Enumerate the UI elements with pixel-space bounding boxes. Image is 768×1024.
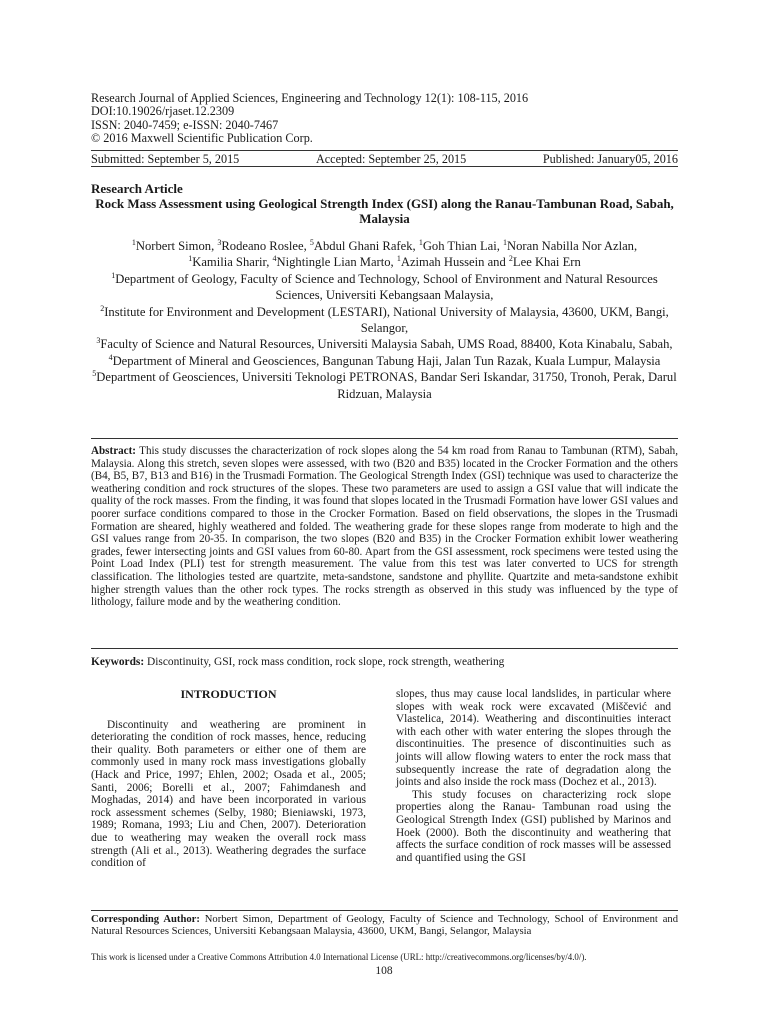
affiliation	[91, 271, 678, 304]
author-name: Goh Thian Lai,	[422, 239, 504, 253]
abstract-rule-top	[91, 438, 678, 439]
affiliation	[91, 304, 678, 337]
corresponding-author	[91, 914, 678, 937]
abstract-label: Abstract:	[91, 445, 136, 457]
author-name: Nightingle Lian Marto,	[276, 255, 397, 270]
page-number: 108	[375, 965, 393, 977]
author-affiliation-marker: 1	[131, 237, 136, 247]
published-date: Published: January05, 2016	[542, 152, 678, 166]
header-rule-bottom	[91, 166, 678, 167]
affiliation-text: Faculty of Science and Natural Resources, Universiti Malaysia Sabah, UMS Road, 88400, Kota Kinabalu, Sabah,	[100, 337, 673, 352]
paragraph: slopes, thus may cause local landslides, in particular where slopes with weak rock were excavated (Miščević and Vlastelica, 2014). Weathering and discontinuities interact with each other with water entering the slopes through the discontinuities. The presence of discontinuities such as joints will allow flowing waters to enter the rock mass that subsequently increase the rate of degradation along the joints and also inside the rock mass (Dochez et al., 2013).	[396, 688, 671, 789]
affiliation	[91, 369, 678, 402]
affiliation-marker: 1	[111, 270, 116, 280]
submitted-date: Submitted: September 5, 2015	[91, 152, 240, 166]
corresponding-label: Corresponding Author:	[91, 914, 200, 925]
dates-row	[91, 152, 678, 167]
abstract-rule-bottom	[91, 648, 678, 649]
author-name: Kamilia Sharir,	[192, 255, 273, 270]
paragraph: This study focuses on characterizing rock slope properties along the Ranau- Tambunan road using the Geological Strength Index (GSI) published by Marinos and Hoek (2000). Both the discontinuity and weathering that affects the surface condition of rock masses will be assessed and quantified using the GSI	[396, 788, 671, 864]
abstract	[91, 445, 678, 609]
header-rule-top	[91, 150, 678, 151]
column-left	[91, 688, 366, 870]
affiliation-list	[91, 271, 678, 402]
section-heading-introduction: INTRODUCTION	[180, 687, 277, 701]
affiliation-text: Department of Geology, Faculty of Science and Technology, School of Environment and Natural Resources Sciences, Universiti Kebangsaan Malaysia,	[115, 271, 658, 303]
paragraph: Discontinuity and weathering are prominent in deteriorating the condition of rock masses, hence, reducing their quality. Both parameters or either one of them are commonly used in many rock mass investigations globally (Hack and Price, 1997; Ehlen, 2002; Osada et al., 2005; Santi, 2006; Borelli et al., 2007; Fahimdanesh and Moghadas, 2014) and have been incorporated in various rock assessment schemes (Selby, 1980; Bieniawski, 1973, 1989; Romana, 1993; Liu and Chen, 2007). Deterioration due to weathering may weaken the overall rock mass strength (Ali et al., 2013). Weathering degrades the surface condition of	[91, 718, 366, 870]
author-name: Abdul Ghani Rafek,	[313, 239, 419, 253]
affiliation-text: Institute for Environment and Development (LESTARI), National University of Malaysia, 43600, UKM, Bangi, Selangor,	[104, 304, 669, 336]
author-affiliation-marker: 2	[508, 254, 513, 264]
affiliation-text: Department of Geosciences, Universiti Teknologi PETRONAS, Bandar Seri Iskandar, 31750, Tronoh, Perak, Darul Ridzuan, Malaysia	[96, 370, 677, 401]
author-name: Azimah Hussein and	[400, 255, 509, 270]
corresponding-text: Norbert Simon, Department of Geology, Faculty of Science and Technology, School of Environment and Natural Resources Sciences, Universiti Kebangsaan Malaysia, 43600, UKM, Bangi, Selangor, Malaysia	[91, 914, 678, 937]
author-name: Norbert Simon,	[135, 239, 218, 253]
affiliation-marker: 3	[96, 336, 101, 346]
authors-block	[91, 238, 678, 402]
author-list	[91, 238, 678, 271]
author-affiliation-marker: 4	[272, 254, 277, 264]
article-type: Research Article	[91, 181, 183, 196]
affiliation-text: Department of Mineral and Geosciences, Bangunan Tabung Haji, Jalan Tun Razak, Kuala Lumpur, Malaysia	[112, 353, 661, 368]
affiliation-marker: 2	[100, 303, 105, 313]
affiliation-marker: 5	[92, 369, 97, 379]
author-affiliation-marker: 1	[503, 237, 508, 247]
journal-citation: Research Journal of Applied Sciences, Engineering and Technology 12(1): 108-115, 2016	[91, 91, 529, 105]
abstract-text: This study discusses the characterization of rock slopes along the 54 km road from Ranau to Tambunan (RTM), Sabah, Malaysia. Along this stretch, seven slopes were assessed, with two (B20 and B35) located in the Crocker Formation and the others (B4, B5, B7, B13 and B16) in the Trusmadi Formation. The Geological Strength Index (GSI) technique was used to characterize the weathering condition and rock structures of the slopes. These two parameters are used to assign a GSI value that will indicate the quality of the rock masses. From the finding, it was found that slopes located in the Trusmadi Formation have lower GSI values and poorer surface conditions compared to those in the Crocker Formation. Based on field observations, the slopes in the Trusmadi Formation are sheared, highly weathered and folded. The weathering grade for these slopes range from moderate to high and the GSI values range from 20-35. In comparison, the two slopes (B20 and B35) in the Crocker Formation exhibit lower weathering grades, fewer intersecting joints and GSI values from 60-80. Apart from the GSI assessment, rock specimens were tested using the Point Load Index (PLI) test for strength measurement. The value from this test was later converted to UCS for strength classification. The lithologies tested are quartzite, meta-sandstone, sandstone and phyllite. Quartzite and meta-sandstone exhibit higher strength values than the other rock types. The rocks strength as observed in this study was influenced by the type of lithology, failure mode and by the weathering condition.	[91, 445, 678, 609]
affiliation-marker: 4	[108, 352, 113, 362]
license-note: This work is licensed under a Creative Commons Attribution 4.0 International License (URL: http://creativecommons.org/licenses/by/4.0/).	[91, 952, 587, 962]
affiliation	[91, 353, 678, 369]
author-affiliation-marker: 3	[217, 237, 222, 247]
column-right	[396, 688, 671, 864]
article-title: Rock Mass Assessment using Geological Strength Index (GSI) along the Ranau-Tambunan Road, Sabah, Malaysia	[95, 196, 674, 226]
issn: ISSN: 2040-7459; e-ISSN: 2040-7467	[91, 117, 279, 132]
keywords-text: Discontinuity, GSI, rock mass condition, rock slope, rock strength, weathering	[144, 656, 505, 668]
author-line	[91, 238, 678, 254]
doi: DOI:10.19026/rjaset.12.2309	[91, 104, 235, 119]
affiliation	[91, 336, 678, 352]
author-name: Lee Khai Ern	[512, 255, 581, 270]
author-name: Rodeano Roslee,	[221, 239, 310, 253]
copyright: © 2016 Maxwell Scientific Publication Corp.	[91, 131, 313, 146]
accepted-date: Accepted: September 25, 2015	[315, 152, 467, 166]
author-name: Noran Nabilla Nor Azlan,	[507, 239, 638, 253]
author-affiliation-marker: 1	[188, 254, 193, 264]
keywords	[91, 656, 678, 668]
author-line	[91, 254, 678, 270]
author-affiliation-marker: 1	[418, 237, 423, 247]
footer-rule	[91, 910, 678, 911]
author-affiliation-marker: 1	[396, 254, 401, 264]
journal-header	[91, 92, 528, 146]
author-affiliation-marker: 5	[309, 237, 314, 247]
keywords-label: Keywords:	[91, 656, 145, 668]
